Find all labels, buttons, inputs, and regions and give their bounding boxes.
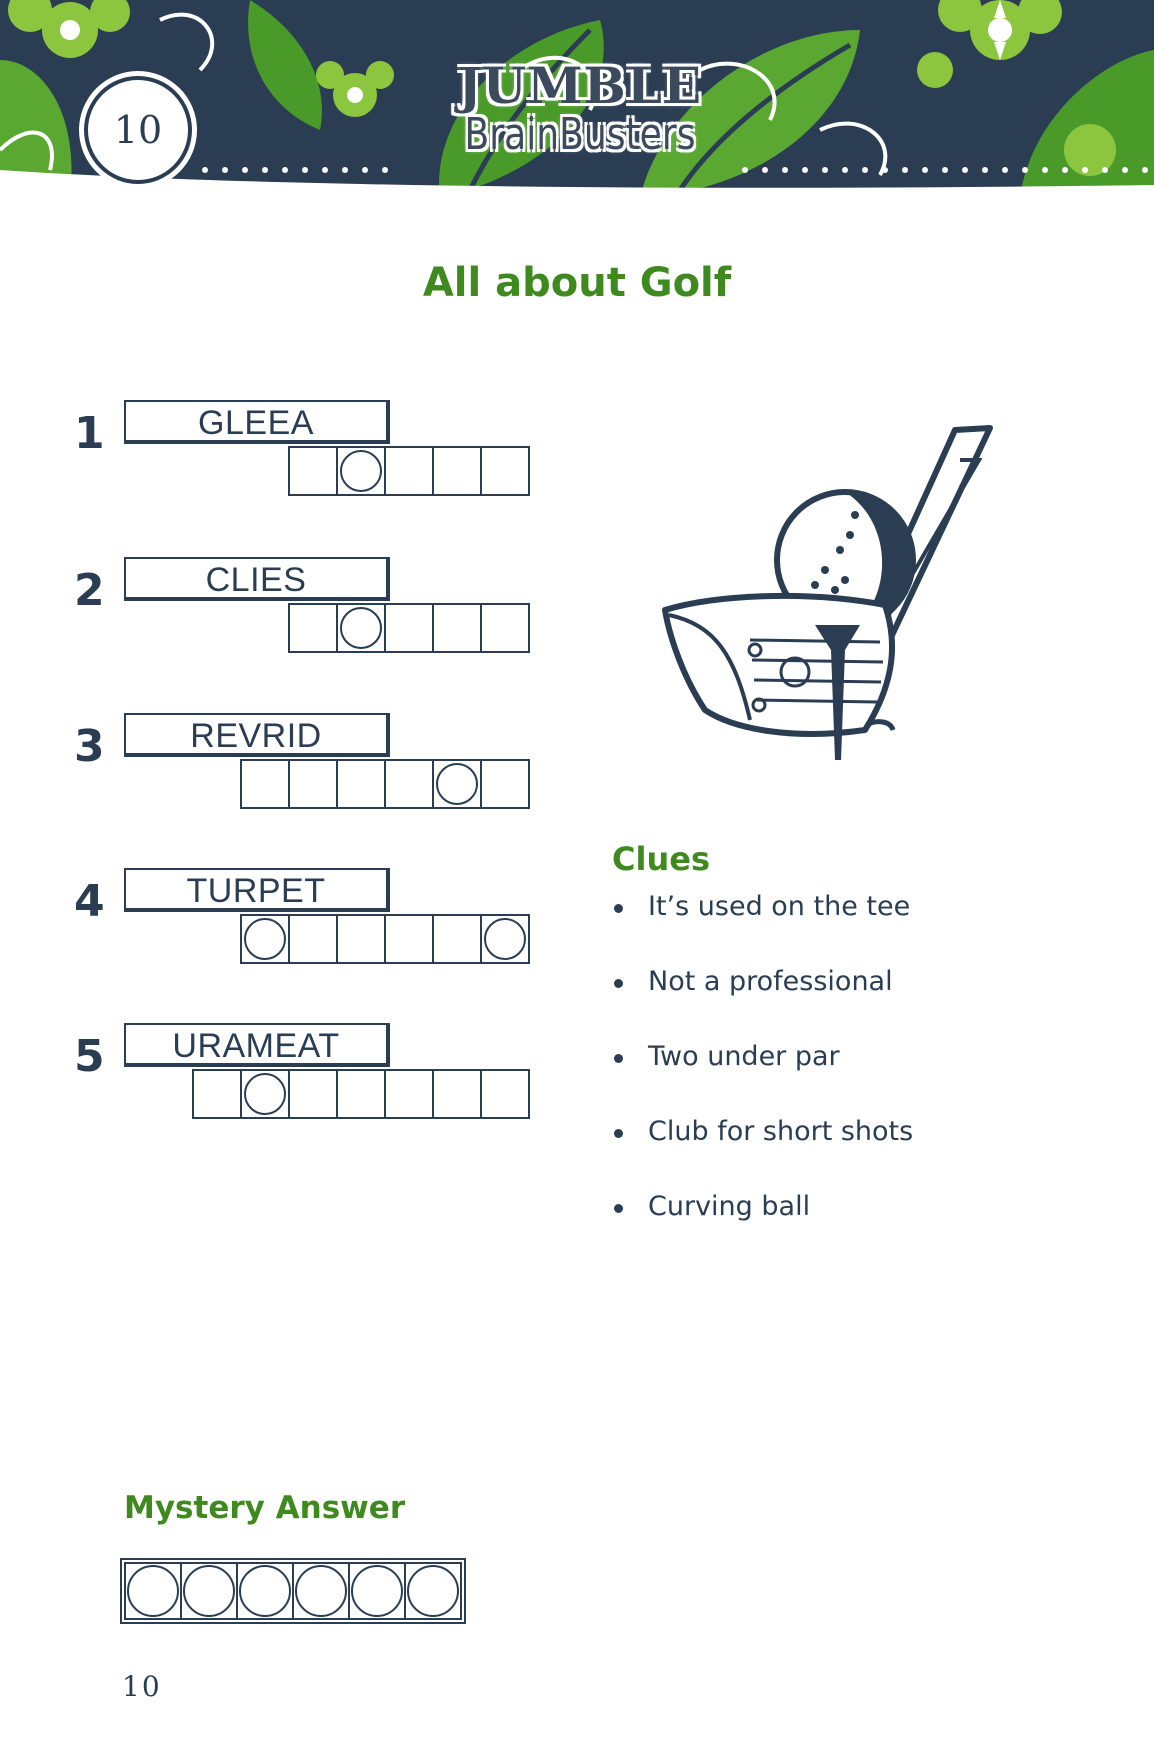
- letter-cell[interactable]: [432, 446, 482, 496]
- puzzle-row-1: [0, 400, 560, 510]
- circled-letter-cell[interactable]: [480, 914, 530, 964]
- mystery-letter-cell[interactable]: [348, 1562, 406, 1620]
- scrambled-word: CLIES: [124, 557, 390, 601]
- page-badge: [84, 76, 192, 184]
- golf-driver-with-ball-on-tee-icon: [655, 420, 1025, 780]
- clues-list: [612, 890, 913, 1265]
- mystery-letter-cell[interactable]: [404, 1562, 462, 1620]
- letter-cell[interactable]: [192, 1069, 242, 1119]
- clue-item: It’s used on the tee: [612, 890, 913, 965]
- letter-cell[interactable]: [480, 759, 530, 809]
- header-banner: [0, 0, 1154, 198]
- letter-cell[interactable]: [480, 1069, 530, 1119]
- circled-letter-cell[interactable]: [432, 759, 482, 809]
- clues-heading: Clues: [612, 840, 710, 878]
- page-title: All about Golf: [422, 260, 732, 306]
- circled-letter-cell[interactable]: [240, 1069, 290, 1119]
- mystery-letter-cell[interactable]: [236, 1562, 294, 1620]
- scrambled-word: TURPET: [124, 868, 390, 912]
- letter-cell[interactable]: [480, 446, 530, 496]
- letter-cell[interactable]: [288, 446, 338, 496]
- letter-cell[interactable]: [432, 914, 482, 964]
- jumble-logo: [420, 56, 740, 160]
- puzzle-row-4: [0, 868, 560, 978]
- letter-cell[interactable]: [384, 914, 434, 964]
- letter-cell[interactable]: [288, 759, 338, 809]
- puzzle-number: 4: [74, 876, 105, 927]
- letter-cell[interactable]: [336, 759, 386, 809]
- clue-item: Curving ball: [612, 1190, 913, 1265]
- letter-cell[interactable]: [336, 1069, 386, 1119]
- logo-line-1: JUMBLE: [457, 56, 703, 115]
- letter-cell[interactable]: [288, 914, 338, 964]
- puzzle-row-3: [0, 713, 560, 823]
- letter-cell[interactable]: [432, 603, 482, 653]
- clue-item: Two under par: [612, 1040, 913, 1115]
- letter-cell[interactable]: [432, 1069, 482, 1119]
- scrambled-word: REVRID: [124, 713, 390, 757]
- letter-cell[interactable]: [336, 914, 386, 964]
- circled-letter-cell[interactable]: [336, 446, 386, 496]
- letter-cell[interactable]: [240, 759, 290, 809]
- mystery-answer-cells: [120, 1558, 466, 1624]
- scrambled-word: GLEEA: [124, 400, 390, 444]
- mystery-answer-heading: Mystery Answer: [124, 1490, 406, 1526]
- logo-line-2: BrainBusters: [464, 109, 696, 160]
- letter-cell[interactable]: [288, 603, 338, 653]
- answer-cells: [288, 603, 530, 655]
- letter-cell[interactable]: [288, 1069, 338, 1119]
- puzzle-number: 5: [74, 1031, 105, 1082]
- clue-item: Not a professional: [612, 965, 913, 1040]
- puzzle-row-5: [0, 1023, 560, 1133]
- answer-cells: [192, 1069, 530, 1121]
- circled-letter-cell[interactable]: [240, 914, 290, 964]
- circled-letter-cell[interactable]: [336, 603, 386, 653]
- page-badge-number: 10: [113, 108, 163, 152]
- puzzle-number: 3: [74, 721, 105, 772]
- mystery-letter-cell[interactable]: [292, 1562, 350, 1620]
- answer-cells: [240, 759, 530, 811]
- answer-cells: [240, 914, 530, 966]
- mystery-letter-cell[interactable]: [124, 1562, 182, 1620]
- letter-cell[interactable]: [384, 603, 434, 653]
- puzzle-row-2: [0, 557, 560, 667]
- letter-cell[interactable]: [384, 1069, 434, 1119]
- page-number: 10: [122, 1670, 162, 1703]
- answer-cells: [288, 446, 530, 498]
- mystery-letter-cell[interactable]: [180, 1562, 238, 1620]
- letter-cell[interactable]: [384, 759, 434, 809]
- clue-item: Club for short shots: [612, 1115, 913, 1190]
- letter-cell[interactable]: [480, 603, 530, 653]
- letter-cell[interactable]: [384, 446, 434, 496]
- puzzle-number: 2: [74, 565, 105, 616]
- scrambled-word: URAMEAT: [124, 1023, 390, 1067]
- puzzle-number: 1: [74, 408, 105, 459]
